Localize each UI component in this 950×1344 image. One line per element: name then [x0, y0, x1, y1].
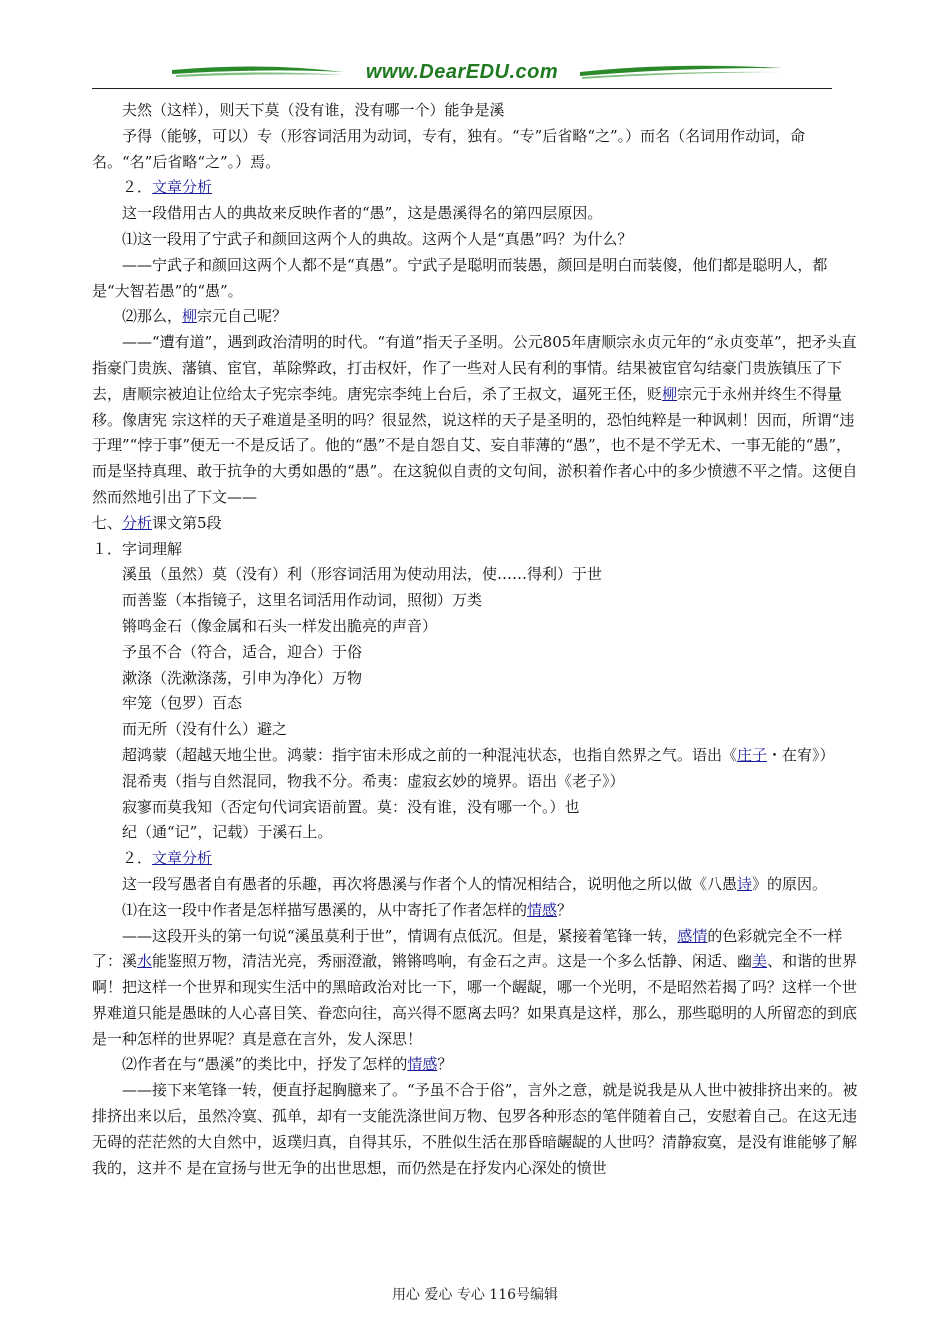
- link-emotion[interactable]: 情感: [527, 900, 558, 919]
- paragraph: ——这段开头的第一句说“溪虽莫利于世”，情调有点低沉。但是，紧接着笔锋一转，感情的色彩就完全不一样了：溪水能鉴照万物，清洁光亮，秀丽澄澈，锵锵鸣响，有金石之声。这是一个多么恬静、闲适、幽美、和谐的世界啊！把这样一个世界和现实生活中的黑暗政治对比一下，哪一个龌龊，哪一个光明，不是昭然若揭了吗？这样一个世界难道只能是愚昧的人心喜目笑、眷恋向往，高兴得不愿离去吗？如果真是这样，那么，那些聪明的人所留恋的到底是一种怎样的世界呢？真是意在言外，发人深思！: [92, 926, 858, 1048]
- link-liu[interactable]: 柳: [662, 384, 678, 403]
- link-beauty[interactable]: 美: [752, 952, 768, 971]
- link-water[interactable]: 水: [137, 952, 153, 971]
- right-swoosh: [580, 66, 782, 76]
- link-poem[interactable]: 诗: [737, 874, 753, 893]
- paragraph: 这一段借用古人的典故来反映作者的“愚”，这是愚溪得名的第四层原因。: [122, 204, 603, 223]
- vocab-item: 漱涤（洗漱涤荡，引申为净化）万物: [122, 668, 363, 687]
- paragraph: 予得（能够，可以）专（形容词活用为动词，专有，独有。“专”后省略“之”。）而名（名词用作动词，命名。“名”后省略“之”。）焉。: [92, 126, 806, 171]
- page-footer: 用心 爱心 专心 116号编辑: [391, 1287, 559, 1303]
- section-heading: ２．文章分析: [122, 178, 213, 197]
- document-body: [92, 98, 862, 1181]
- vocab-item: 寂寥而莫我知（否定句代词宾语前置。莫：没有谁，没有哪一个。）也: [122, 797, 580, 816]
- paragraph: ⑵那么，柳宗元自己呢？: [122, 307, 288, 326]
- paragraph: ——接下来笔锋一转，便直抒起胸臆来了。“予虽不合于俗”，言外之意，就是说我是从人世中被排挤出来的。被排挤出来以后，虽然冷寞、孤单，却有一支能洗涤世间万物、包罗各种形态的笔伴随着自己，安慰着自己。在这无违无碍的茫茫然的大自然中，返璞归真，自得其乐，不胜似生活在那昏暗龌龊的人世吗？清静寂寞，是没有谁能够了解我的，这并不 是在宣扬与世无争的出世思想，而仍然是在抒发内心深处的愤世: [92, 1081, 858, 1177]
- vocab-item: 纪（通“记”，记载）于溪石上。: [122, 823, 333, 842]
- left-swoosh-shadow: [176, 73, 344, 78]
- paragraph: ⑴在这一段中作者是怎样描写愚溪的，从中寄托了作者怎样的情感？: [122, 900, 573, 919]
- vocab-item: 予虽不合（符合，适合，迎合）于俗: [122, 642, 363, 661]
- paragraph: ——宁武子和颜回这两个人都不是“真愚”。宁武子是聪明而装愚，颜回是明白而装傻，他们都是聪明人，都是“大智若愚”的“愚”。: [92, 255, 828, 300]
- paragraph: 夫然（这样），则天下莫（没有谁，没有哪一个）能争是溪: [122, 101, 505, 119]
- page-header: [92, 58, 832, 92]
- link-emotion[interactable]: 情感: [407, 1055, 438, 1074]
- section-heading: 七、分析课文第5段: [92, 513, 222, 532]
- link-liu[interactable]: 柳: [182, 307, 198, 326]
- paragraph: ⑴这一段用了宁武子和颜回这两个人的典故。这两个人是“真愚”吗？为什么？: [122, 229, 633, 248]
- vocab-item: 而无所（没有什么）避之: [122, 720, 288, 739]
- site-logo[interactable]: www.DearEDU.com: [365, 61, 559, 83]
- section-heading: ２．文章分析: [122, 849, 213, 868]
- paragraph: ⑵作者在与“愚溪”的类比中，抒发了怎样的情感？: [122, 1055, 453, 1074]
- link-feeling[interactable]: 感情: [677, 926, 708, 945]
- vocab-item: 超鸿蒙（超越天地尘世。鸿蒙：指宇宙未形成之前的一种混沌状态，也指自然界之气。语出《庄子・在宥》）: [122, 745, 835, 764]
- header-rule: [92, 88, 832, 89]
- vocab-item: 混希夷（指与自然混同，物我不分。希夷：虚寂玄妙的境界。语出《老子》）: [122, 771, 625, 790]
- link-zhuangzi[interactable]: 庄子: [737, 745, 768, 764]
- vocab-item: 锵鸣金石（像金属和石头一样发出脆亮的声音）: [122, 616, 438, 635]
- link-analysis[interactable]: 分析: [122, 513, 153, 532]
- subsection-heading: １．字词理解: [92, 539, 183, 558]
- vocab-item: 牢笼（包罗）百态: [122, 694, 243, 713]
- paragraph: ——“遭有道”，遇到政治清明的时代。“有道”指天子圣明。公元805年唐顺宗永贞元年的“永贞变革”，把矛头直指豪门贵族、藩镇、宦官，革除弊政，打击权奸，作了一些对人民有利的事情。结果被宦官勾结豪门贵族镇压了下去，唐顺宗被迫让位给太子宪宗李纯。唐宪宗李纯上台后，杀了王叔文，逼死王伾，贬柳宗元于永州并终生不得量移。像唐宪 宗这样的天子难道是圣明的吗？很显然，说这样的天子是圣明的，恐怕纯粹是一种讽刺！因而，所谓“违于理”“悖于事”便无一不是反话了。他的“愚”不是自怨自艾、妄自菲薄的“愚”，也不是不学无术、一事无能的“愚”，而是坚持真理、敢于抗争的大勇如愚的“愚”。在这貌似自责的文句间，淤积着作者心中的多少愤懑不平之情。这便自然而然地引出了下文——: [92, 333, 858, 506]
- vocab-item: 而善鉴（本指镜子，这里名词活用作动词，照彻）万类: [122, 591, 483, 610]
- link-article-analysis[interactable]: 文章分析: [152, 849, 213, 868]
- paragraph: 这一段写愚者自有愚者的乐趣，再次将愚溪与作者个人的情况相结合，说明他之所以做《八愚诗》的原因。: [122, 874, 828, 893]
- link-article-analysis[interactable]: 文章分析: [152, 178, 213, 197]
- vocab-item: 溪虽（虽然）莫（没有）利（形容词活用为使动用法，使……得利）于世: [122, 565, 603, 584]
